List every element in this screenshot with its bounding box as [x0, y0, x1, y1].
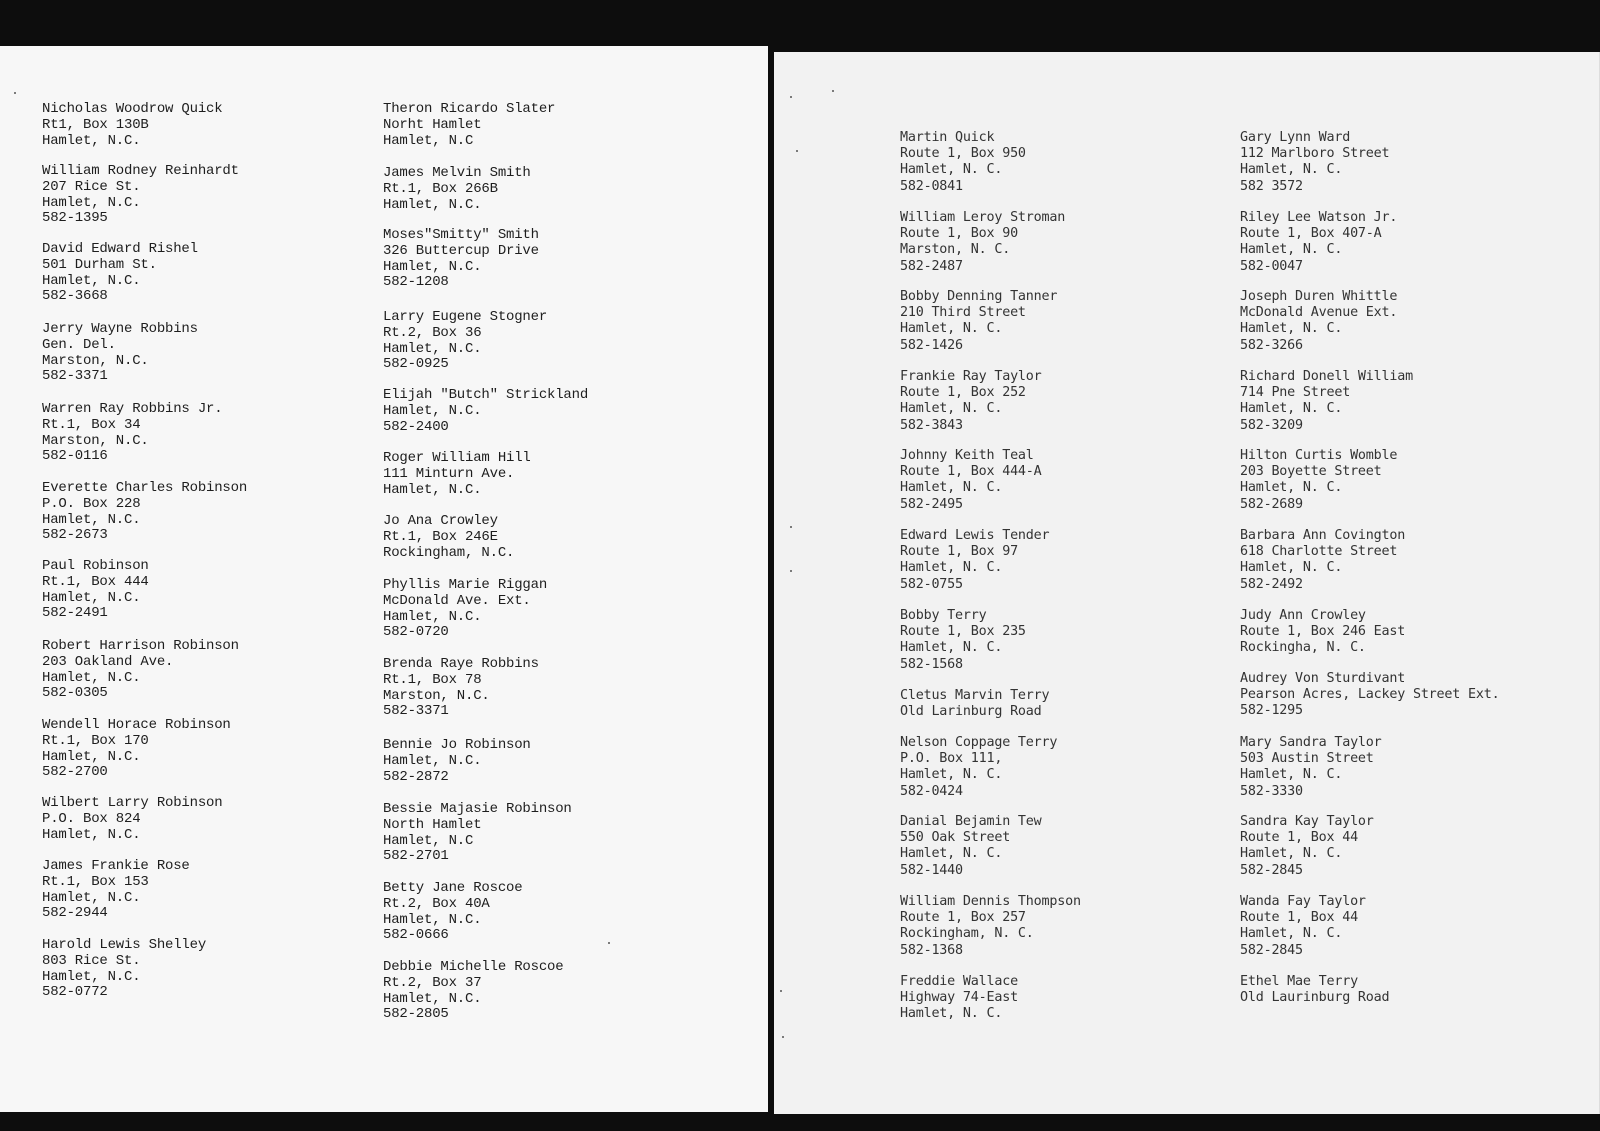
entry-detail-line: 582-0305 [42, 685, 108, 702]
entry-detail-line: Rt.2, Box 40A [383, 895, 490, 912]
entry-detail-line: 582-3209 [1240, 417, 1303, 433]
entry-name: Judy Ann Crowley [1240, 608, 1366, 623]
entry-name: Paul Robinson [42, 558, 149, 574]
entry-detail-line: 582-2400 [383, 418, 449, 435]
directory-entry [1240, 448, 1397, 513]
directory-entry [900, 448, 1042, 513]
entry-detail-line: 582-1568 [900, 656, 963, 672]
entry-detail-line: 618 Charlotte Street [1240, 544, 1398, 560]
entry-detail-line: Hamlet, N. C. [900, 480, 1003, 496]
entry-detail-line: Hamlet, N.C. [42, 194, 141, 211]
entry-detail-line: Hamlet, N. C. [1240, 321, 1343, 337]
entry-detail-line: Hamlet, N.C. [383, 608, 482, 625]
entry-detail-line: 582-0841 [900, 178, 963, 194]
entry-detail-line: Marston, N. C. [900, 242, 1011, 258]
entry-name: Nelson Coppage Terry [900, 735, 1058, 750]
entry-detail-line: Rt.2, Box 37 [383, 974, 482, 991]
directory-entry [900, 608, 1026, 673]
entry-detail-line: Hamlet, N. C. [900, 560, 1003, 576]
entry-detail-line: 203 Oakland Ave. [42, 653, 174, 670]
entry-name: Everette Charles Robinson [42, 480, 248, 496]
left-page [0, 46, 768, 1112]
directory-entry [900, 369, 1042, 434]
entry-detail-line: 582-0755 [900, 576, 963, 592]
right-page [774, 52, 1600, 1114]
entry-detail-line: Rt.1, Box 34 [42, 416, 141, 433]
entry-detail-line: Route 1, Box 252 [900, 385, 1026, 401]
entry-detail-line: Hamlet, N.C [383, 832, 474, 849]
entry-name: Robert Harrison Robinson [42, 638, 239, 654]
directory-entry [1240, 735, 1382, 800]
entry-name: Bobby Terry [900, 608, 987, 623]
entry-detail-line: 111 Minturn Ave. [383, 465, 515, 482]
entry-name: Joseph Duren Whittle [1240, 289, 1398, 304]
directory-entry [42, 796, 222, 843]
entry-detail-line: Hamlet, N.C. [42, 826, 141, 843]
entry-detail-line: 582-0925 [383, 356, 449, 373]
entry-detail-line: Marston, N.C. [42, 432, 149, 449]
speck-mark [832, 90, 834, 92]
directory-entry [900, 528, 1049, 593]
entry-detail-line: Hamlet, N. C. [900, 767, 1003, 783]
entry-name: Wendell Horace Robinson [42, 717, 231, 733]
directory-entry [42, 481, 247, 544]
entry-name: Bennie Jo Robinson [383, 737, 531, 753]
entry-detail-line: 582-0720 [383, 624, 449, 641]
directory-entry [42, 559, 149, 622]
entry-detail-line: 203 Boyette Street [1240, 464, 1382, 480]
entry-name: Cletus Marvin Terry [900, 688, 1050, 703]
entry-detail-line: Hamlet, N.C. [42, 748, 141, 765]
directory-entry [900, 289, 1057, 354]
directory-entry [900, 894, 1081, 959]
entry-name: Jo Ana Crowley [383, 513, 498, 529]
directory-entry [42, 639, 239, 702]
entry-name: Ethel Mae Terry [1240, 974, 1358, 989]
entry-detail-line: Hamlet, N.C. [42, 968, 141, 985]
entry-name: Gary Lynn Ward [1240, 130, 1351, 145]
directory-entry [900, 735, 1057, 800]
entry-detail-line: 582-0047 [1240, 258, 1303, 274]
entry-detail-line: 582-1395 [42, 210, 108, 227]
entry-name: Martin Quick [900, 130, 995, 145]
entry-detail-line: Gen. Del. [42, 336, 116, 353]
entry-detail-line: Rockingha, N. C. [1240, 640, 1366, 656]
entry-name: Audrey Von Sturdivant [1240, 671, 1406, 686]
entry-detail-line: Old Larinburg Road [900, 704, 1042, 720]
entry-detail-line: Rt.1, Box 153 [42, 873, 149, 890]
entry-name: Brenda Raye Robbins [383, 656, 539, 672]
entry-detail-line: Hamlet, N.C. [42, 889, 141, 906]
entry-detail-line: 550 Oak Street [900, 830, 1011, 846]
entry-detail-line: Hamlet, N. C. [900, 640, 1003, 656]
entry-detail-line: 803 Rice St. [42, 952, 141, 969]
entry-name: Richard Donell William [1240, 369, 1413, 384]
entry-detail-line: Hamlet, N.C. [383, 258, 482, 275]
entry-name: Jerry Wayne Robbins [42, 321, 198, 337]
directory-entry [1240, 608, 1405, 657]
entry-name: William Leroy Stroman [900, 210, 1066, 225]
entry-name: Harold Lewis Shelley [42, 937, 207, 953]
entry-detail-line: 207 Rice St. [42, 178, 141, 195]
entry-detail-line: Route 1, Box 90 [900, 226, 1018, 242]
entry-detail-line: 582-2845 [1240, 942, 1303, 958]
entry-name: Betty Jane Roscoe [383, 880, 523, 896]
entry-name: William Dennis Thompson [900, 894, 1081, 909]
entry-detail-line: Hamlet, N.C. [383, 481, 482, 498]
entry-detail-line: 582-2845 [1240, 862, 1303, 878]
entry-detail-line: 582 3572 [1240, 178, 1303, 194]
directory-entry [1240, 369, 1413, 434]
entry-detail-line: Hamlet, N.C. [42, 589, 141, 606]
directory-entry [900, 688, 1049, 720]
entry-detail-line: Hamlet, N. C. [1240, 162, 1343, 178]
entry-detail-line: Hamlet, N.C. [383, 196, 482, 213]
entry-detail-line: Hamlet, N. C. [900, 846, 1003, 862]
entry-detail-line: Hamlet, N.C. [42, 272, 141, 289]
entry-name: Freddie Wallace [900, 974, 1018, 989]
directory-entry [383, 102, 555, 149]
entry-detail-line: Hamlet, N. C. [1240, 926, 1343, 942]
entry-detail-line: Hamlet, N.C. [383, 911, 482, 928]
entry-detail-line: Hamlet, N. C. [1240, 846, 1343, 862]
entry-detail-line: 582-3668 [42, 288, 108, 305]
directory-entry [1240, 528, 1405, 593]
entry-detail-line: McDonald Ave. Ext. [383, 592, 531, 609]
directory-entry [383, 802, 572, 865]
entry-name: Hilton Curtis Womble [1240, 448, 1398, 463]
entry-detail-line: 503 Austin Street [1240, 751, 1374, 767]
entry-detail-line: Rockingham, N. C. [900, 926, 1034, 942]
entry-detail-line: Marston, N.C. [42, 352, 149, 369]
directory-entry [383, 514, 514, 561]
directory-entry [383, 657, 539, 720]
entry-detail-line: Hamlet, N. C. [1240, 560, 1343, 576]
entry-detail-line: Hamlet, N. C. [900, 321, 1003, 337]
entry-detail-line: Hamlet, N. C. [1240, 480, 1343, 496]
entry-name: Theron Ricardo Slater [383, 101, 556, 117]
speck-mark [796, 150, 798, 152]
entry-detail-line: Hamlet, N. C. [900, 401, 1003, 417]
entry-name: Moses"Smitty" Smith [383, 227, 539, 243]
entry-name: Larry Eugene Stogner [383, 309, 548, 325]
entry-detail-line: 582-3371 [383, 703, 449, 720]
directory-entry [1240, 894, 1366, 959]
entry-name: Nicholas Woodrow Quick [42, 101, 223, 117]
entry-detail-line: Rt.1, Box 170 [42, 732, 149, 749]
directory-entry [1240, 130, 1389, 195]
entry-detail-line: 582-2872 [383, 768, 449, 785]
entry-detail-line: Hamlet, N.C. [42, 669, 141, 686]
entry-name: Frankie Ray Taylor [900, 369, 1042, 384]
entry-name: Bobby Denning Tanner [900, 289, 1058, 304]
entry-detail-line: 582-2673 [42, 527, 108, 544]
entry-detail-line: P.O. Box 111, [900, 751, 1003, 767]
entry-detail-line: 582-2487 [900, 258, 963, 274]
entry-detail-line: 582-2491 [42, 605, 108, 622]
entry-detail-line: Rt.1, Box 444 [42, 573, 149, 590]
directory-entry [42, 859, 190, 922]
entry-detail-line: 582-2701 [383, 848, 449, 865]
entry-detail-line: 582-1208 [383, 274, 449, 291]
speck-mark [608, 942, 610, 944]
directory-entry [900, 210, 1065, 275]
entry-detail-line: Route 1, Box 407-A [1240, 226, 1382, 242]
directory-entry [1240, 210, 1397, 275]
entry-name: Wilbert Larry Robinson [42, 795, 223, 811]
entry-detail-line: McDonald Avenue Ext. [1240, 305, 1398, 321]
entry-detail-line: Hamlet, N.C. [383, 752, 482, 769]
entry-detail-line: Hamlet, N. C. [900, 1006, 1003, 1022]
entry-detail-line: Rt.2, Box 36 [383, 324, 482, 341]
entry-detail-line: 210 Third Street [900, 305, 1026, 321]
entry-detail-line: Hamlet, N. C. [900, 162, 1003, 178]
entry-detail-line: 582-2689 [1240, 496, 1303, 512]
entry-detail-line: Hamlet, N.C. [383, 340, 482, 357]
directory-entry [1240, 671, 1499, 720]
entry-detail-line: Rt.1, Box 78 [383, 671, 482, 688]
entry-detail-line: Hamlet, N. C. [1240, 767, 1343, 783]
entry-name: Johnny Keith Teal [900, 448, 1034, 463]
speck-mark [780, 990, 782, 992]
entry-name: Debbie Michelle Roscoe [383, 959, 564, 975]
directory-entry [42, 102, 222, 149]
entry-detail-line: 582-3371 [42, 368, 108, 385]
directory-entry [383, 310, 547, 373]
directory-entry [1240, 289, 1397, 354]
entry-detail-line: Norht Hamlet [383, 116, 482, 133]
entry-name: Edward Lewis Tender [900, 528, 1050, 543]
entry-detail-line: Route 1, Box 257 [900, 910, 1026, 926]
directory-entry [900, 974, 1018, 1023]
entry-detail-line: Route 1, Box 444-A [900, 464, 1042, 480]
entry-name: James Melvin Smith [383, 165, 531, 181]
entry-name: James Frankie Rose [42, 858, 190, 874]
entry-detail-line: North Hamlet [383, 816, 482, 833]
directory-entry [383, 228, 539, 291]
directory-entry [900, 130, 1026, 195]
entry-detail-line: 582-2492 [1240, 576, 1303, 592]
directory-entry [1240, 974, 1389, 1006]
entry-name: Wanda Fay Taylor [1240, 894, 1366, 909]
entry-name: William Rodney Reinhardt [42, 163, 239, 179]
entry-detail-line: 112 Marlboro Street [1240, 146, 1390, 162]
entry-detail-line: Rt1, Box 130B [42, 116, 149, 133]
entry-detail-line: Route 1, Box 44 [1240, 830, 1358, 846]
entry-detail-line: Rockingham, N.C. [383, 544, 515, 561]
directory-entry [900, 814, 1042, 879]
entry-detail-line: 582-0424 [900, 783, 963, 799]
entry-name: Barbara Ann Covington [1240, 528, 1406, 543]
entry-detail-line: 582-1295 [1240, 703, 1303, 719]
entry-name: Roger William Hill [383, 450, 531, 466]
entry-detail-line: Hamlet, N.C. [42, 132, 141, 149]
entry-detail-line: 582-0772 [42, 984, 108, 1001]
entry-detail-line: Hamlet, N. C. [1240, 401, 1343, 417]
directory-entry [383, 738, 531, 785]
directory-entry [42, 718, 231, 781]
entry-name: Phyllis Marie Riggan [383, 577, 548, 593]
directory-entry [383, 881, 522, 944]
entry-detail-line: 582-1368 [900, 942, 963, 958]
entry-detail-line: Route 1, Box 950 [900, 146, 1026, 162]
entry-detail-line: Pearson Acres, Lackey Street Ext. [1240, 687, 1500, 703]
entry-detail-line: 582-3330 [1240, 783, 1303, 799]
entry-detail-line: Route 1, Box 44 [1240, 910, 1358, 926]
entry-detail-line: Hamlet, N.C. [383, 990, 482, 1007]
entry-name: David Edward Rishel [42, 241, 198, 257]
entry-detail-line: Hamlet, N. C. [1240, 242, 1343, 258]
directory-entry [1240, 814, 1374, 879]
entry-detail-line: 326 Buttercup Drive [383, 242, 539, 259]
directory-entry [42, 402, 222, 465]
entry-detail-line: Rt.1, Box 266B [383, 180, 498, 197]
entry-detail-line: 582-1426 [900, 337, 963, 353]
entry-detail-line: 582-2495 [900, 496, 963, 512]
speck-mark [790, 570, 792, 572]
speck-mark [14, 92, 16, 94]
entry-detail-line: 582-3843 [900, 417, 963, 433]
entry-detail-line: 582-0666 [383, 927, 449, 944]
entry-detail-line: 501 Durham St. [42, 256, 157, 273]
entry-detail-line: 582-3266 [1240, 337, 1303, 353]
entry-name: Sandra Kay Taylor [1240, 814, 1374, 829]
entry-detail-line: 582-2805 [383, 1006, 449, 1023]
entry-detail-line: Marston, N.C. [383, 687, 490, 704]
entry-name: Riley Lee Watson Jr. [1240, 210, 1398, 225]
entry-detail-line: Route 1, Box 246 East [1240, 624, 1406, 640]
speck-mark [782, 1036, 784, 1038]
entry-detail-line: 582-2700 [42, 764, 108, 781]
directory-entry [383, 451, 531, 498]
directory-entry [42, 242, 198, 305]
entry-detail-line: Hamlet, N.C. [383, 402, 482, 419]
entry-detail-line: P.O. Box 824 [42, 810, 141, 827]
directory-entry [383, 578, 547, 641]
entry-detail-line: Hamlet, N.C. [42, 511, 141, 528]
entry-name: Bessie Majasie Robinson [383, 801, 572, 817]
entry-detail-line: Route 1, Box 235 [900, 624, 1026, 640]
entry-detail-line: 582-2944 [42, 905, 108, 922]
entry-detail-line: P.O. Box 228 [42, 495, 141, 512]
entry-detail-line: Route 1, Box 97 [900, 544, 1018, 560]
speck-mark [790, 96, 792, 98]
directory-entry [383, 388, 588, 435]
entry-detail-line: Rt.1, Box 246E [383, 528, 498, 545]
entry-detail-line: Hamlet, N.C [383, 132, 474, 149]
entry-detail-line: 582-0116 [42, 448, 108, 465]
entry-name: Mary Sandra Taylor [1240, 735, 1382, 750]
entry-name: Warren Ray Robbins Jr. [42, 401, 223, 417]
entry-name: Danial Bejamin Tew [900, 814, 1042, 829]
entry-detail-line: Old Laurinburg Road [1240, 990, 1390, 1006]
directory-entry [42, 938, 206, 1001]
entry-detail-line: Highway 74-East [900, 990, 1018, 1006]
entry-detail-line: 582-1440 [900, 862, 963, 878]
entry-detail-line: 714 Pne Street [1240, 385, 1351, 401]
speck-mark [790, 526, 792, 528]
directory-entry [383, 166, 531, 213]
directory-entry [42, 322, 198, 385]
directory-entry [383, 960, 563, 1023]
directory-entry [42, 164, 239, 227]
entry-name: Elijah "Butch" Strickland [383, 387, 589, 403]
